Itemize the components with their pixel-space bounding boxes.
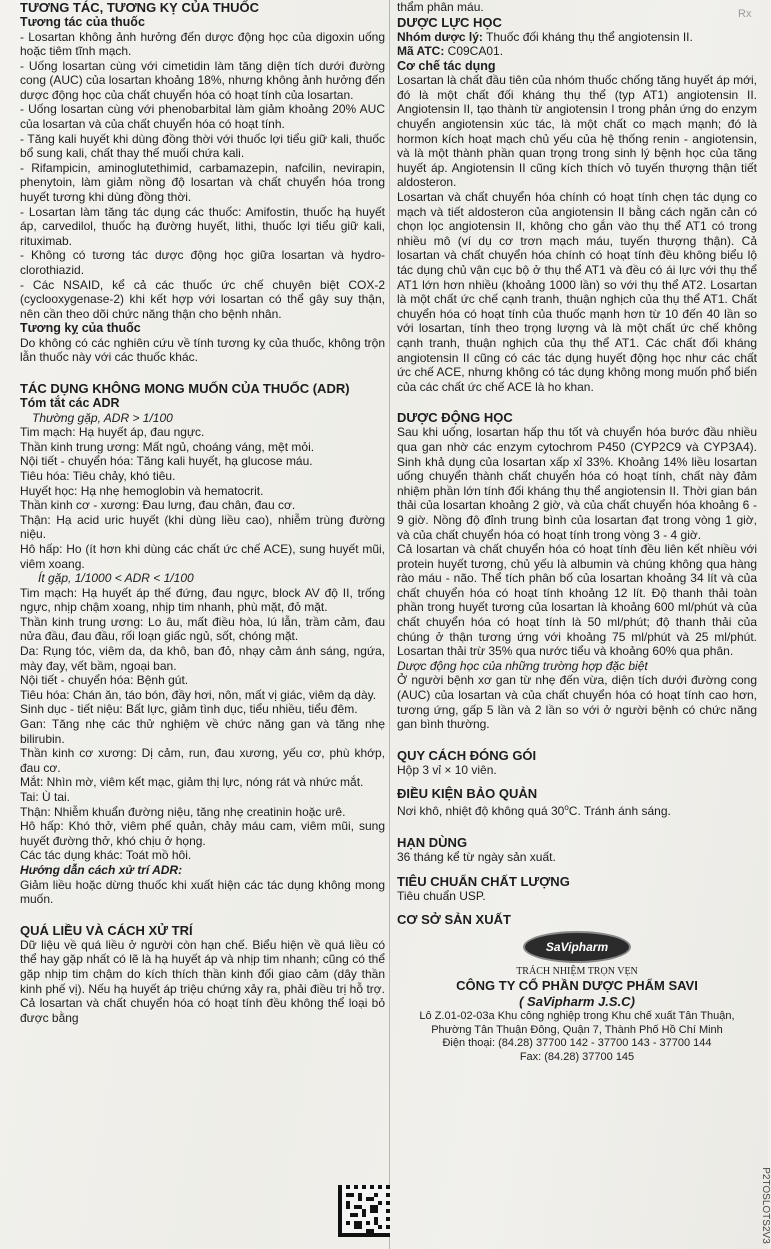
- adr-item: Tim mạch: Hạ huyết áp, đau ngực.: [20, 425, 205, 440]
- adr-item: Tiêu hóa: Chán ăn, táo bón, đầy hơi, nôn, mất vị giác, viêm dạ dày.: [20, 687, 377, 702]
- standard-heading: TIÊU CHUẨN CHẤT LƯỢNG: [397, 873, 570, 889]
- packaging-heading: QUY CÁCH ĐÓNG GÓI: [397, 747, 537, 763]
- degree-sup: o: [564, 803, 569, 813]
- adr-item: Sinh dục - tiết niệu: Bất lực, giảm tình dục, tiểu nhiều, tiểu đêm.: [20, 702, 358, 717]
- interaction-subheading: Tương tác của thuốc: [20, 15, 145, 29]
- uncommon-label: Ít gặp, 1/1000 < ADR < 1/100: [38, 571, 194, 586]
- manufacturer-heading: CƠ SỞ SẢN XUẤT: [397, 912, 511, 928]
- adr-item: Nội tiết - chuyển hóa: Tăng kali huyết, hạ glucose máu.: [20, 454, 313, 469]
- adr-heading: TÁC DỤNG KHÔNG MONG MUỐN CỦA THUỐC (ADR): [20, 381, 350, 397]
- adr-item: Các tác dụng khác: Toát mồ hôi.: [20, 848, 192, 863]
- pharmacologic-group: [397, 30, 757, 45]
- atc-code: [397, 44, 757, 59]
- pharmacokinetics-paragraph: Ở người bệnh xơ gan từ nhẹ đến vừa, diện tích dưới đường cong (AUC) của losartan và của chất chuyển hóa có hoạt tính cao hơn, tương ứng, gấp 5 lần và 2 lần so với ở người bệnh có chức năng gan bình thường.: [397, 673, 757, 732]
- address-line: Lô Z.01-02-03a Khu công nghiệp trong Khu chế xuất Tân Thuận,: [419, 1010, 735, 1023]
- adr-guide-text: Giảm liều hoặc dừng thuốc khi xuất hiện các tác dụng không mong muốn.: [20, 877, 385, 907]
- group-value: Thuốc đối kháng thụ thể angiotensin II.: [482, 29, 693, 44]
- adr-guide-subheading: Hướng dẫn cách xử trí ADR:: [20, 862, 183, 877]
- datamatrix-code: [338, 1185, 390, 1237]
- fax-line: Fax: (84.28) 37700 145: [519, 1050, 635, 1063]
- expiry-heading: HẠN DÙNG: [397, 835, 468, 850]
- pharmacokinetics-paragraph: Sau khi uống, losartan hấp thu tốt và chuyển hóa bước đầu nhiều qua gan nhờ các enzym cytochrom P450 (CYP2C9 và CYP3A4). Sinh khả dụng của losartan xấp xỉ 33%. Khoảng 14% liều losartan uống chuyển thành chất chuyển hóa có hoạt tính, chất này đảm nhiệm phần lớn tính đối kháng thụ thể angiotensin II. Thời gian bán thải của losartan khoảng 2 giờ, và của chất chuyển hóa khoảng 6 - 9 giờ. Nồng độ đỉnh trung bình của losartan đạt trong vòng 1 giờ, và của chất chuyển hóa có hoạt tính trong vòng 3 - 4 giờ.: [397, 425, 757, 542]
- pharmacokinetics-heading: DƯỢC ĐỘNG HỌC: [397, 410, 513, 426]
- storage-text: [397, 801, 757, 819]
- interaction-heading: TƯƠNG TÁC, TƯƠNG KỴ CỦA THUỐC: [20, 0, 259, 15]
- interaction-item: - Các NSAID, kể cả các thuốc ức chế chuyên biệt COX-2 (cyclooxygenase-2) khi kết hợp với losartan có thể gây suy thận, nên cần theo dõi chức năng thận cho bệnh nhân.: [20, 277, 385, 321]
- address-line: Phường Tân Thuận Đông, Quận 7, Thành Phố Hồ Chí Minh: [431, 1023, 723, 1036]
- adr-item: Gan: Tăng nhẹ các thử nghiệm về chức năng gan và tăng nhẹ bilirubin.: [20, 717, 385, 746]
- mechanism-paragraph: Losartan là chất đầu tiên của nhóm thuốc chống tăng huyết áp mới, đó là một chất đối kháng thụ thể (typ AT1) angiotensin II. Angiotensin II, tạo thành từ angiotensin I trong phản ứng do enzym chuyển angiotensin xúc tác, là một chất co mạch mạnh; đó là hormon kích hoạt mạch chủ yếu của hệ thống renin - angiotensin, và là một thành phần quan trọng trong sinh lý bệnh học của tăng huyết áp. Angiotensin II cũng kích thích vỏ tuyến thượng thận tiết aldosteron.: [397, 73, 757, 190]
- adr-item: Thận: Hạ acid uric huyết (khi dùng liều cao), nhiễm trùng đường niệu.: [20, 512, 385, 542]
- interaction-item: - Rifampicin, aminoglutethimid, carbamazepin, nafcilin, nevirapin, phenytoin, làm giảm nồng độ losartan và chất chuyển hóa trong huyết tương khi dùng đồng thời.: [20, 160, 385, 205]
- phone-line: Điện thoại: (84.28) 37700 142 - 37700 143 - 37700 144: [442, 1037, 712, 1050]
- adr-subheading: Tóm tắt các ADR: [20, 396, 120, 411]
- atc-label: Mã ATC:: [397, 44, 445, 59]
- standard-text: Tiêu chuẩn USP.: [397, 888, 486, 903]
- right-column: [397, 0, 757, 1065]
- adr-item: Hô hấp: Khó thở, viêm phế quản, chảy máu cam, viêm mũi, sung huyết đường thở, khó chịu ở họng.: [20, 819, 385, 848]
- interaction-item: - Losartan không ảnh hưởng đến dược động học của digoxin uống hoặc tiêm tĩnh mạch.: [20, 29, 385, 59]
- slogan: TRÁCH NHIỆM TRỌN VẸN: [516, 966, 638, 978]
- overdose-heading: QUÁ LIỀU VÀ CÁCH XỬ TRÍ: [20, 922, 193, 938]
- left-column: [20, 0, 385, 1025]
- adr-item: Thần kinh trung ương: Lo âu, mất điều hòa, lú lẫn, trầm cảm, đau nửa đầu, đau đầu, rối loạn giấc ngủ, sốt, chóng mặt.: [20, 614, 385, 644]
- savipharm-logo: SaVipharm: [523, 931, 631, 963]
- pharmacodynamics-heading: DƯỢC LỰC HỌC: [397, 14, 502, 30]
- incompat-subheading: Tương kỵ của thuốc: [20, 321, 141, 336]
- adr-item: Thần kinh cơ - xương: Đau lưng, đau chân, đau cơ.: [20, 498, 296, 513]
- storage-text-a: Nơi khô, nhiệt độ không quá 30: [397, 804, 565, 819]
- overdose-text: Dữ liệu về quá liều ở người còn hạn chế. Biểu hiện về quá liều có thể hay gặp nhất có lẽ là hạ huyết áp và nhịp tim nhanh; cũng có thể gặp nhịp tim chậm do kích thích thần kinh đối giao cảm (dây thần kinh phế vị). Nếu hạ huyết áp triệu chứng xảy ra, phải điều trị hỗ trợ. Cả losartan và chất chuyển hóa có hoạt tính đều không thể loại bỏ được bằng: [20, 937, 385, 1025]
- adr-item: Da: Rụng tóc, viêm da, da khô, ban đỏ, nhạy cảm ánh sáng, ngứa, mày đay, vết bầm, ngoại ban.: [20, 644, 385, 673]
- adr-item: Thần kinh cơ xương: Dị cảm, run, đau xương, yếu cơ, phù khớp, đau cơ.: [20, 746, 385, 775]
- expiry-text: 36 tháng kể từ ngày sản xuất.: [397, 850, 556, 864]
- company-name: CÔNG TY CỔ PHẦN DƯỢC PHẨM SAVI: [456, 978, 698, 994]
- special-cases-subheading: Dược động học của những trường hợp đặc biệt: [397, 658, 648, 673]
- interaction-item: - Uống losartan cùng với phenobarbital làm giảm khoảng 20% AUC của losartan và của chất chuyển hóa có hoạt tính.: [20, 102, 385, 132]
- company-brand: ( SaVipharm J.S.C): [519, 994, 635, 1010]
- adr-item: Hô hấp: Ho (ít hơn khi dùng các chất ức chế ACE), sung huyết mũi, viêm xoang.: [20, 541, 385, 571]
- adr-item: Mắt: Nhìn mờ, viêm kết mạc, giảm thị lực, nóng rát và nhức mắt.: [20, 775, 364, 790]
- storage-heading: ĐIỀU KIỆN BẢO QUẢN: [397, 786, 538, 802]
- interaction-item: - Không có tương tác dược động học giữa losartan và hydro-clorothiazid.: [20, 248, 385, 277]
- adr-item: Nội tiết - chuyển hóa: Bệnh gút.: [20, 673, 189, 688]
- print-code: P2TOSLOTS2V3: [760, 1167, 771, 1244]
- common-adr-list: [20, 425, 385, 571]
- company-address: [397, 1010, 757, 1064]
- column-divider: [389, 0, 390, 1249]
- adr-item: Thần kinh trung ương: Mất ngủ, choáng váng, mệt mỏi.: [20, 439, 315, 454]
- adr-item: Tim mạch: Hạ huyết áp thế đứng, đau ngực, block AV độ II, trống ngực, nhịp chậm xoang, nhịp tim nhanh, phù mặt, đỏ mặt.: [20, 585, 385, 615]
- pharmacokinetics-paragraph: Cả losartan và chất chuyển hóa có hoạt tính đều liên kết nhiều với protein huyết tương, chủ yếu là albumin và chúng không qua hàng rào máu - não. Thể tích phân bố của losartan khoảng 34 lít và của chất chuyển hóa có hoạt tính khoảng 12 lít. Độ thanh thải toàn phần trong huyết tương của losartan là khoảng 600 ml/phút và của chất chuyển hóa có hoạt tính là 50 ml/phút; độ thanh thải của chúng ở thận tương ứng với khoảng 75 ml/phút và 25 ml/phút. Losartan thải trừ 35% qua nước tiểu và khoảng 60% qua phân.: [397, 542, 757, 659]
- common-label: Thường gặp, ADR > 1/100: [32, 410, 173, 425]
- interaction-item: - Losartan làm tăng tác dụng các thuốc: Amifostin, thuốc hạ huyết áp, carvedilol, thuốc hạ đường huyết, lithi, thuốc lợi tiểu giữ kali, rituximab.: [20, 204, 385, 248]
- packaging-text: Hộp 3 vỉ × 10 viên.: [397, 762, 497, 777]
- uncommon-adr-list: [20, 586, 385, 863]
- rx-mark: Rx: [738, 8, 752, 20]
- adr-item: Tai: Ù tai.: [20, 790, 71, 804]
- adr-item: Thận: Nhiễm khuẩn đường niệu, tăng nhẹ creatinin hoặc urê.: [20, 804, 346, 819]
- mechanism-paragraph: Losartan và chất chuyển hóa chính có hoạt tính chẹn tác dụng co mạch và tiết aldosteron của angiotensin II bằng cách ngăn cản có chọn lọc angiotensin II, không cho gắn vào thụ thể AT1 có trong nhiều mô (ví dụ cơ trơn mạch máu, tuyến thượng thận). Cả losartan và chất chuyển hóa chính có hoạt tính đều không biểu lộ tác dụng chủ vận cục bộ ở thụ thể AT1 và đều có ái lực với thụ thể AT1 lớn hơn nhiều (khoảng 1000 lần) so với thụ thể AT2. Losartan là một chất ức chế cạnh tranh, thuận nghịch của thụ thể AT1. Chất chuyển hóa có hoạt tính của thuốc mạnh hơn từ 10 đến 40 lần so với losartan, tính theo trọng lượng và là một chất ức chế không cạnh tranh, thuận nghịch của thụ thể AT1. Các chất đối kháng angiotensin II cũng có các tác dụng huyết động học như các chất ức chế ACE, nhưng không có tác dụng không mong muốn phổ biến của các chất ức chế ACE là ho khan.: [397, 190, 757, 394]
- incompat-text: Do không có các nghiên cứu về tính tương kỵ của thuốc, không trộn lẫn thuốc này với các thuốc khác.: [20, 335, 385, 365]
- overdose-continuation: thẩm phân máu.: [397, 0, 484, 14]
- interaction-item: - Uống losartan cùng với cimetidin làm tăng diện tích dưới đường cong (AUC) của losartan khoảng 18%, nhưng không ảnh hưởng đến dược động học của chất chuyển hóa có hoạt tính của losartan.: [20, 58, 385, 102]
- mechanism-subheading: Cơ chế tác dụng: [397, 58, 496, 73]
- interaction-item: - Tăng kali huyết khi dùng đồng thời với thuốc lợi tiểu giữ kali, thuốc bổ sung kali, chất thay thế muối chứa kali.: [20, 131, 385, 161]
- adr-item: Huyết học: Hạ nhẹ hemoglobin và hematocrit.: [20, 483, 264, 498]
- storage-text-b: C. Tránh ánh sáng.: [568, 804, 671, 819]
- atc-value: C09CA01.: [444, 44, 504, 59]
- adr-item: Tiêu hóa: Tiêu chảy, khó tiêu.: [20, 468, 176, 483]
- interaction-list: [20, 30, 385, 322]
- group-label: Nhóm dược lý:: [397, 29, 483, 44]
